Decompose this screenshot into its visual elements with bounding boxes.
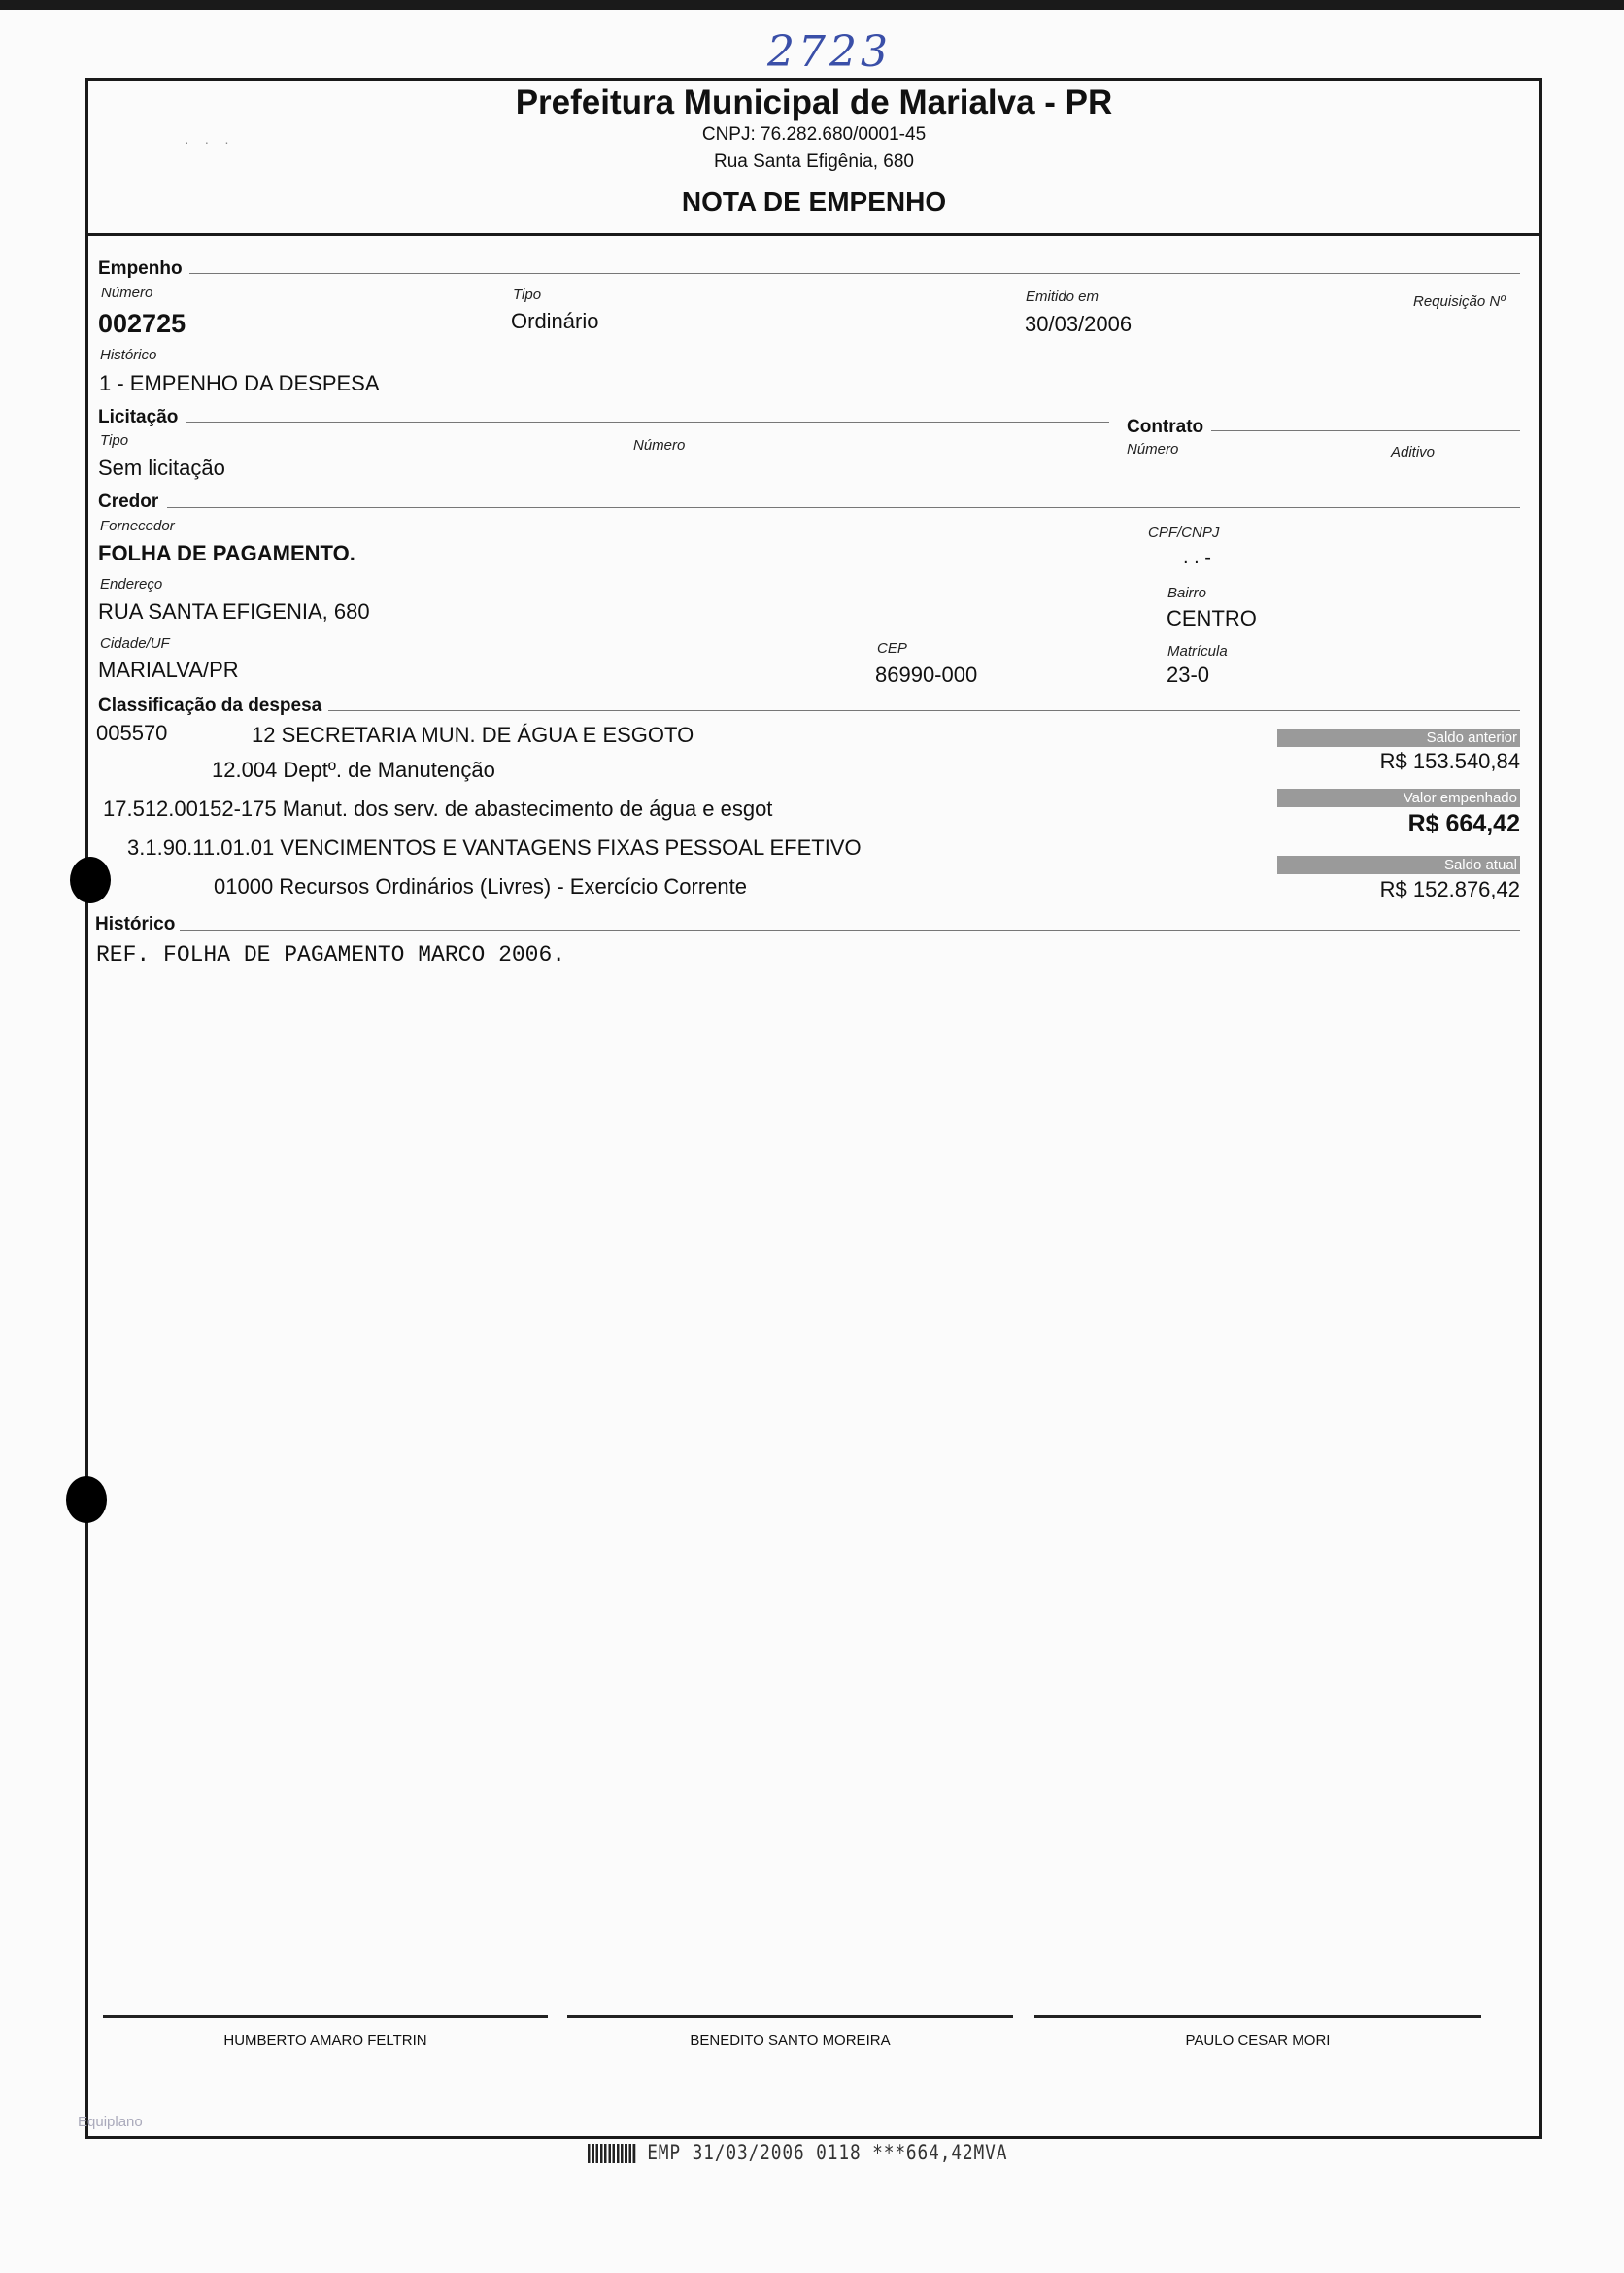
licitacao-numero-label: Número bbox=[633, 437, 686, 454]
matricula-label: Matrícula bbox=[1167, 643, 1228, 660]
scan-specks: · · · bbox=[185, 134, 235, 150]
cidade-label: Cidade/UF bbox=[100, 635, 170, 652]
credor-rule bbox=[167, 507, 1520, 508]
address: Rua Santa Efigênia, 680 bbox=[714, 152, 914, 172]
cnpj: CNPJ: 76.282.680/0001-45 bbox=[701, 124, 927, 145]
scan-top-edge bbox=[0, 0, 1624, 10]
contrato-rule bbox=[1211, 430, 1520, 431]
empenho-historico-label: Histórico bbox=[100, 347, 157, 363]
cep-label: CEP bbox=[877, 640, 907, 657]
licitacao-section-label: Licitação bbox=[98, 407, 179, 427]
contrato-numero-label: Número bbox=[1127, 441, 1179, 458]
saldo-anterior-value: R$ 153.540,84 bbox=[1379, 749, 1520, 773]
endereco: RUA SANTA EFIGENIA, 680 bbox=[98, 599, 370, 624]
classificacao-elemento: 3.1.90.11.01.01 VENCIMENTOS E VANTAGENS FIXAS PESSOAL EFETIVO bbox=[127, 835, 862, 860]
saldo-anterior-label: Saldo anterior bbox=[1277, 729, 1520, 747]
classificacao-unidade: 12.004 Deptº. de Manutenção bbox=[212, 758, 495, 782]
signature-name-3: PAULO CESAR MORI bbox=[1185, 2032, 1331, 2049]
classificacao-rule bbox=[328, 710, 1520, 711]
contrato-aditivo-label: Aditivo bbox=[1391, 444, 1436, 460]
classificacao-funcional: 17.512.00152-175 Manut. dos serv. de abastecimento de água e esgot bbox=[103, 797, 773, 821]
empenho-numero-label: Número bbox=[101, 285, 153, 301]
signature-name-2: BENEDITO SANTO MOREIRA bbox=[690, 2032, 891, 2049]
fornecedor-label: Fornecedor bbox=[100, 518, 175, 534]
endereco-label: Endereço bbox=[100, 576, 163, 593]
licitacao-tipo-label: Tipo bbox=[100, 432, 129, 449]
emitido-label: Emitido em bbox=[1026, 288, 1100, 305]
credor-section-label: Credor bbox=[98, 492, 159, 512]
matricula: 23-0 bbox=[1167, 662, 1210, 687]
requisicao-label: Requisição Nº bbox=[1413, 293, 1506, 310]
historico-rule bbox=[180, 930, 1520, 931]
saldo-atual-value: R$ 152.876,42 bbox=[1379, 877, 1520, 901]
historico-section-label: Histórico bbox=[95, 914, 176, 934]
signature-name-1: HUMBERTO AMARO FELTRIN bbox=[223, 2032, 427, 2049]
empenho-tipo: Ordinário bbox=[511, 309, 599, 333]
stamp-text: EMP 31/03/2006 0118 ***664,42MVA bbox=[647, 2141, 1008, 2164]
empenho-section-label: Empenho bbox=[98, 258, 183, 279]
cep: 86990-000 bbox=[875, 662, 978, 687]
cpf-value: . . - bbox=[1183, 547, 1211, 568]
validation-stamp bbox=[588, 2141, 1007, 2164]
saldo-atual-label: Saldo atual bbox=[1277, 856, 1520, 874]
fornecedor: FOLHA DE PAGAMENTO. bbox=[98, 541, 355, 565]
bairro: CENTRO bbox=[1167, 606, 1257, 630]
empenho-rule bbox=[189, 273, 1520, 274]
valor-empenhado-value: R$ 664,42 bbox=[1407, 810, 1520, 837]
signature-line-2 bbox=[567, 2015, 1013, 2018]
punch-hole-bottom bbox=[66, 1476, 107, 1523]
municipality-title: Prefeitura Municipal de Marialva - PR bbox=[515, 84, 1113, 121]
software-brand: Equiplano bbox=[78, 2114, 143, 2130]
emitido-date: 30/03/2006 bbox=[1025, 312, 1133, 336]
empenho-numero: 002725 bbox=[98, 309, 186, 338]
empenho-tipo-label: Tipo bbox=[513, 287, 542, 303]
header-separator bbox=[88, 233, 1539, 236]
empenho-historico: 1 - EMPENHO DA DESPESA bbox=[99, 371, 380, 395]
handwritten-page-number: 2723 bbox=[767, 27, 892, 77]
contrato-section-label: Contrato bbox=[1127, 417, 1204, 437]
licitacao-tipo: Sem licitação bbox=[98, 456, 225, 480]
classificacao-orgao: 12 SECRETARIA MUN. DE ÁGUA E ESGOTO bbox=[252, 723, 694, 747]
bairro-label: Bairro bbox=[1167, 585, 1207, 601]
stamp-barcode-mark bbox=[588, 2144, 635, 2163]
signature-line-3 bbox=[1034, 2015, 1481, 2018]
licitacao-rule bbox=[186, 422, 1109, 423]
classificacao-code: 005570 bbox=[96, 721, 168, 745]
signature-line-1 bbox=[103, 2015, 548, 2018]
cpf-label: CPF/CNPJ bbox=[1148, 525, 1220, 541]
historico-text: REF. FOLHA DE PAGAMENTO MARCO 2006. bbox=[96, 942, 566, 967]
classificacao-recurso: 01000 Recursos Ordinários (Livres) - Exercício Corrente bbox=[214, 874, 747, 899]
valor-empenhado-label: Valor empenhado bbox=[1277, 789, 1520, 807]
punch-hole-top bbox=[70, 857, 111, 903]
document-title: NOTA DE EMPENHO bbox=[681, 187, 947, 217]
classificacao-section-label: Classificação da despesa bbox=[98, 695, 322, 716]
cidade: MARIALVA/PR bbox=[98, 658, 239, 682]
